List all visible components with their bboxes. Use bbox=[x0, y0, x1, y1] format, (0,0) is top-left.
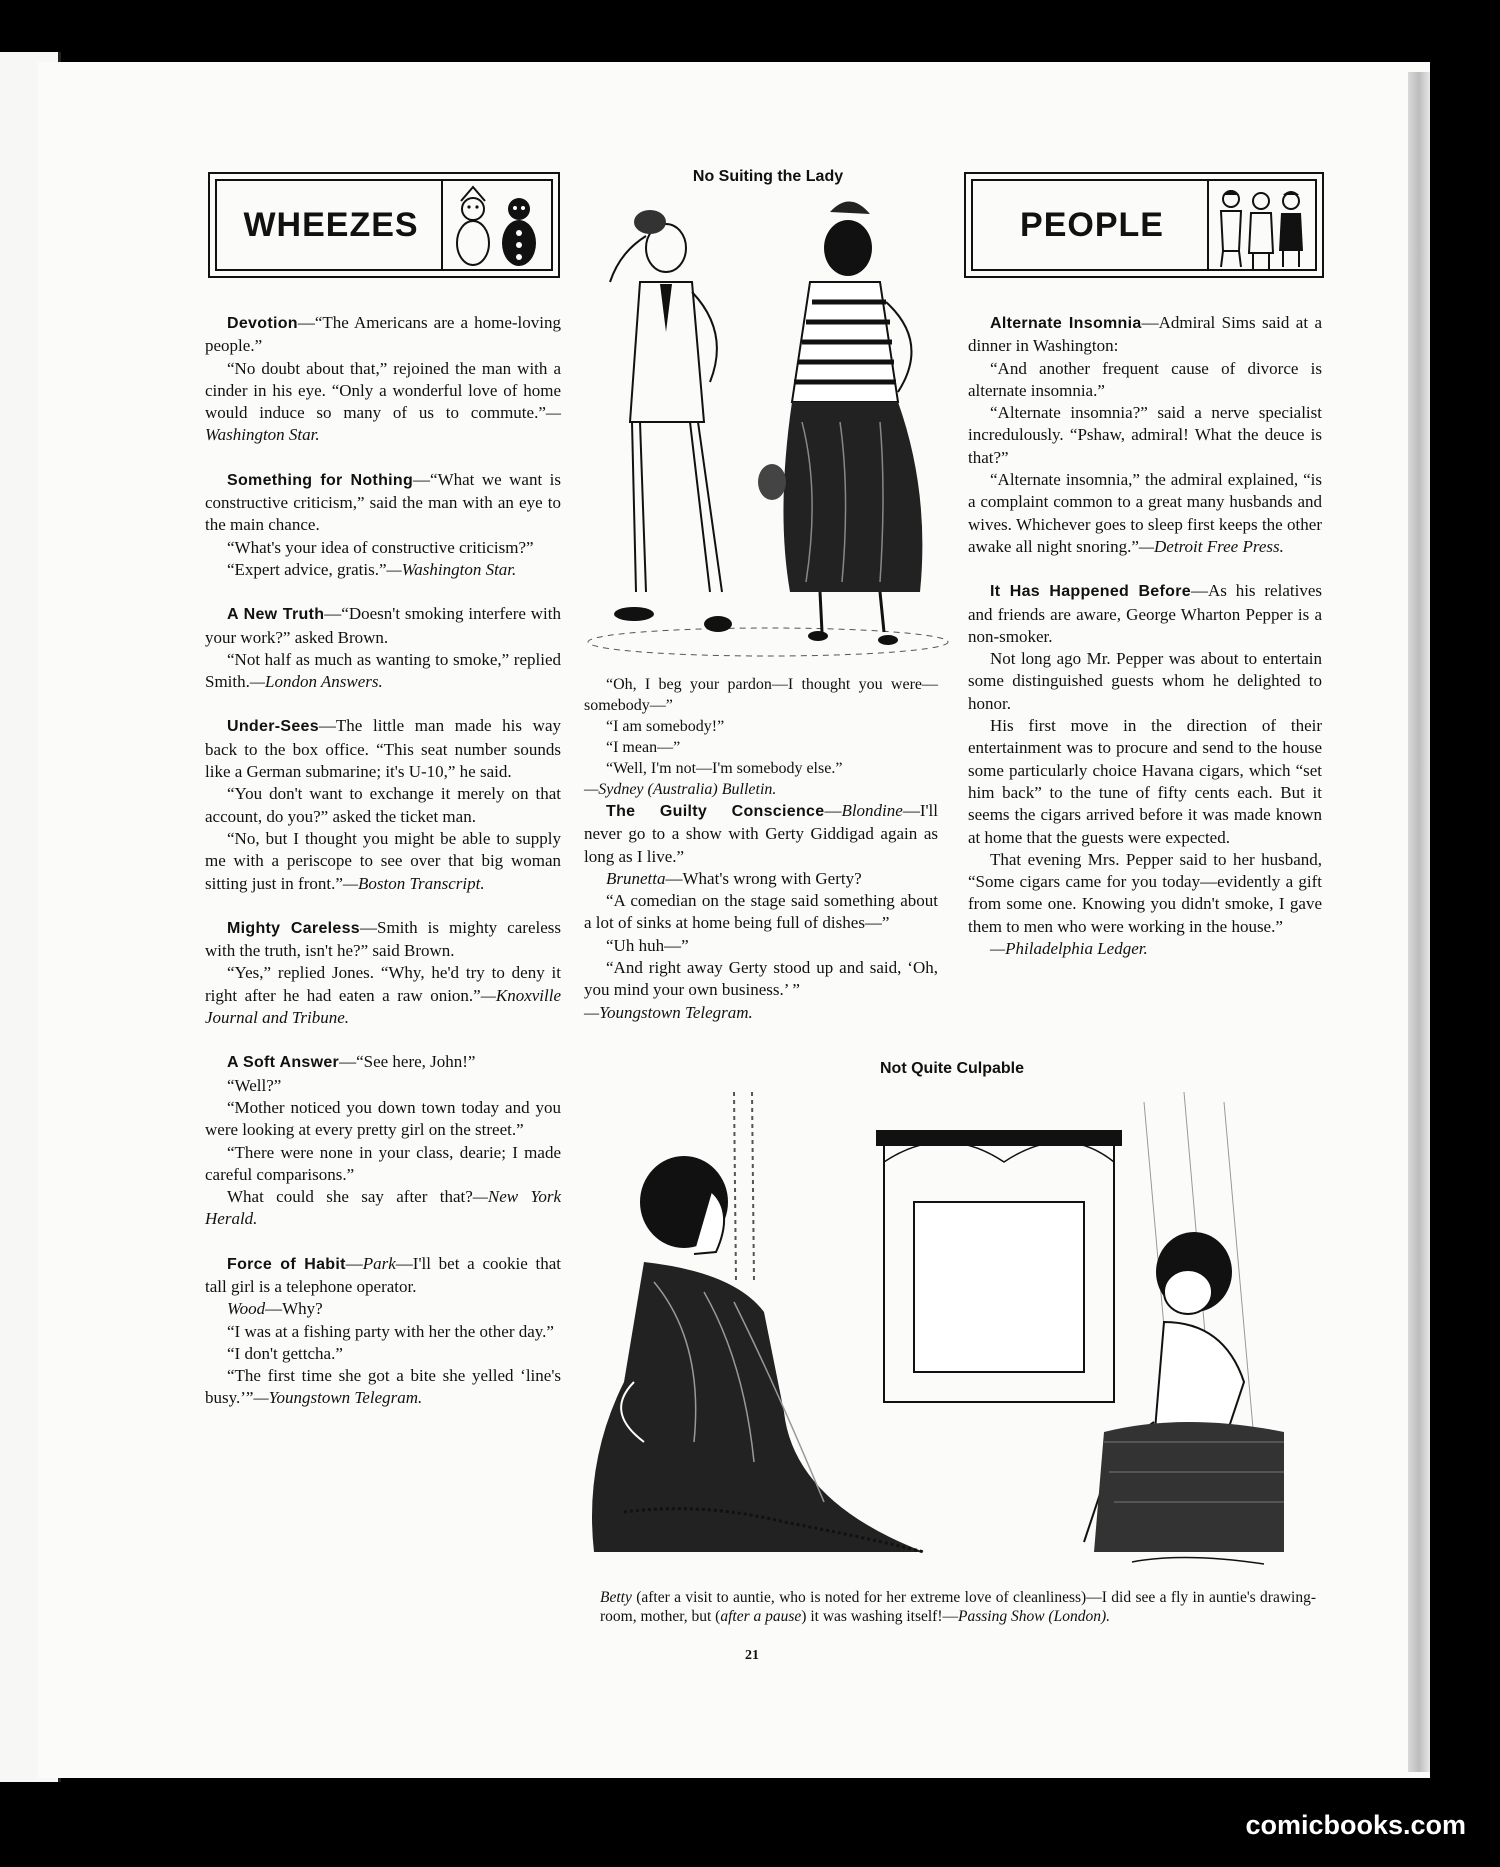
speaker-name: Blondine bbox=[841, 801, 903, 820]
joke-text: —The little man made his way back to the box office. “This seat number sounds like a German submarine; it's U-10,” he said. bbox=[205, 716, 561, 782]
joke-text: “You don't want to exchange it merely on that account, do you?” asked the ticket man. bbox=[205, 784, 561, 826]
joke-source: —London Answers. bbox=[249, 672, 383, 692]
people-header-frame bbox=[971, 179, 1317, 271]
caption-source: Passing Show (London). bbox=[958, 1608, 1110, 1625]
joke-under-sees bbox=[205, 715, 561, 894]
joke-heading: Devotion bbox=[227, 315, 298, 332]
wheezes-title: WHEEZES bbox=[243, 205, 419, 244]
joke-text: “No doubt about that,” rejoined the man with a cinder in his eye. “Only a wonderful love of home would induce so many of us to commute.” bbox=[205, 358, 561, 423]
joke-source: —Philadelphia Ledger. bbox=[990, 939, 1148, 959]
speaker-name: Brunetta bbox=[606, 868, 666, 888]
top-cartoon-caption bbox=[584, 674, 938, 800]
joke-source: —New York Herald. bbox=[205, 1187, 561, 1229]
joke-text: “Mother noticed you down town today and you were looking at every pretty girl on the street.” bbox=[205, 1097, 561, 1140]
joke-devotion bbox=[205, 312, 561, 447]
joke-text: “I was at a fishing party with her the other day.” bbox=[227, 1321, 554, 1341]
joke-source: —Youngstown Telegram. bbox=[584, 1002, 753, 1022]
caption-name: Betty bbox=[600, 1589, 632, 1606]
joke-text: What could she say after that? bbox=[227, 1187, 473, 1207]
joke-text: “Uh huh—” bbox=[606, 935, 689, 955]
joke-it-has-happened-before bbox=[968, 580, 1322, 960]
bottom-cartoon-caption bbox=[600, 1588, 1316, 1626]
joke-text: “Alternate insomnia,” the admiral explained, “is a complaint common to a great many husbands and wives. Whichever goes to sleep first keeps the other awake all night snoring.” bbox=[968, 470, 1322, 556]
people-header bbox=[964, 172, 1324, 278]
wheezes-column bbox=[205, 312, 561, 1432]
caption-line: “Well, I'm not—I'm somebody else.” bbox=[606, 760, 843, 777]
caption-line: “I am somebody!” bbox=[606, 718, 725, 735]
joke-heading: The Guilty Conscience bbox=[606, 803, 825, 820]
caption-line: “Oh, I beg your pardon—I thought you were—somebody—” bbox=[584, 676, 938, 714]
joke-source: —Knoxville Journal and Tribune. bbox=[205, 985, 561, 1028]
caption-source: —Sydney (Australia) Bulletin. bbox=[584, 781, 777, 798]
joke-text: “Not half as much as wanting to smoke,” replied Smith. bbox=[205, 649, 561, 692]
speaker-name: Wood bbox=[227, 1299, 266, 1319]
joke-new-truth bbox=[205, 603, 561, 693]
joke-text: “Yes,” replied Jones. “Why, he'd try to deny it right after he had eaten a raw onion.” bbox=[205, 963, 561, 1005]
joke-text: “And right away Gerty stood up and said, ‘Oh, you mind your own business.’ ” bbox=[584, 958, 938, 1000]
joke-something-for-nothing bbox=[205, 469, 561, 581]
joke-text: That evening Mrs. Pepper said to her husband, “Some cigars came for you today—evidently a gift from some one. Knowing you didn't smoke, I gave them to men who were working in the house.” bbox=[968, 849, 1322, 936]
joke-alternate-insomnia bbox=[968, 312, 1322, 558]
joke-heading: Mighty Careless bbox=[227, 919, 360, 937]
people-column bbox=[968, 312, 1322, 982]
joke-text: “The first time she got a bite she yelled ‘line's busy.’” bbox=[205, 1366, 561, 1408]
joke-heading: A New Truth bbox=[227, 606, 325, 624]
joke-text: —As his relatives and friends are aware, George Wharton Pepper is a non-smoker. bbox=[968, 581, 1322, 646]
joke-heading: Under-Sees bbox=[227, 718, 319, 736]
caption-text: ) it was washing itself!— bbox=[801, 1608, 958, 1625]
joke-text: —I'll bet a cookie that tall girl is a telephone operator. bbox=[205, 1253, 561, 1296]
joke-heading: It Has Happened Before bbox=[990, 583, 1191, 601]
joke-source: —Washington Star. bbox=[386, 559, 517, 579]
joke-text: —Admiral Sims said at a dinner in Washington: bbox=[968, 313, 1322, 356]
joke-mighty-careless bbox=[205, 917, 561, 1029]
joke-text: Not long ago Mr. Pepper was about to entertain some distinguished guests whom he delighted to honor. bbox=[968, 649, 1322, 713]
joke-text: “Alternate insomnia?” said a nerve specialist incredulously. “Pshaw, admiral! What the deuce is that?” bbox=[968, 403, 1322, 467]
joke-force-of-habit bbox=[205, 1253, 561, 1410]
guilty-conscience-joke bbox=[584, 800, 938, 1024]
joke-heading: A Soft Answer bbox=[227, 1054, 340, 1072]
speaker-name: Park bbox=[362, 1253, 396, 1273]
watermark: comicbooks.com bbox=[1245, 1810, 1466, 1840]
joke-text: — bbox=[824, 801, 842, 820]
caption-aside: after a pause bbox=[720, 1608, 802, 1625]
joke-heading: Alternate Insomnia bbox=[990, 315, 1142, 332]
right-binding bbox=[1408, 72, 1430, 1772]
joke-text: —Smith is mighty careless with the truth, isn't he?” said Brown. bbox=[205, 917, 561, 961]
wheezes-header bbox=[208, 172, 560, 278]
joke-text: —“Doesn't smoking interfere with your work?” asked Brown. bbox=[205, 604, 561, 647]
joke-text: —What's wrong with Gerty? bbox=[665, 868, 862, 888]
people-title: PEOPLE bbox=[1020, 205, 1164, 244]
top-cartoon-title: No Suiting the Lady bbox=[692, 168, 844, 185]
bottom-cartoon-title: Not Quite Culpable bbox=[880, 1060, 1024, 1077]
joke-text: “And another frequent cause of divorce is alternate insomnia.” bbox=[968, 358, 1322, 400]
joke-text: “No, but I thought you might be able to supply me with a periscope to see over that big woman sitting just in front.” bbox=[205, 828, 561, 893]
joke-text: “A comedian on the stage said something about a lot of sinks at home being full of dishes—” bbox=[584, 891, 938, 933]
caption-line: “I mean—” bbox=[606, 739, 681, 756]
clown-figures-illustration bbox=[441, 181, 551, 269]
joke-heading: Force of Habit bbox=[227, 1255, 346, 1273]
joke-text: “I don't gettcha.” bbox=[227, 1343, 343, 1363]
joke-heading: Something for Nothing bbox=[227, 471, 414, 489]
joke-text: —“What we want is constructive criticism,” said the man with an eye to the main chance. bbox=[205, 469, 561, 535]
joke-soft-answer bbox=[205, 1051, 561, 1230]
people-figures-illustration bbox=[1207, 181, 1315, 269]
joke-source: —Washington Star. bbox=[205, 403, 561, 445]
joke-source: —Detroit Free Press. bbox=[1138, 536, 1284, 556]
joke-text: —“See here, John!” bbox=[339, 1052, 476, 1072]
joke-source: —Youngstown Telegram. bbox=[253, 1388, 423, 1408]
joke-text: “Expert advice, gratis.” bbox=[227, 559, 387, 579]
joke-text: —Why? bbox=[265, 1299, 323, 1319]
joke-text: — bbox=[345, 1253, 363, 1273]
page-number: 21 bbox=[745, 1648, 759, 1663]
joke-text: —I'll never go to a show with Gerty Giddigad again as long as I live.” bbox=[584, 801, 938, 866]
caption-text: (after a visit to auntie, who is noted for her extreme love of cleanliness)—I did see a fly in auntie's drawing-room, mother, but ( bbox=[600, 1589, 1316, 1625]
wheezes-header-frame bbox=[215, 179, 553, 271]
joke-text: His first move in the direction of their entertainment was to procure and send to the house some particularly choice Havana cigars, which “set him back” to the tune of fifty cents each. But it seems the cigars arrived before it was made known at home that the guests were expected. bbox=[968, 716, 1322, 847]
joke-source: —Boston Transcript. bbox=[342, 873, 485, 893]
joke-text: “There were none in your class, dearie; I made careful comparisons.” bbox=[205, 1142, 561, 1184]
joke-text: —“The Americans are a home-loving people.” bbox=[205, 313, 561, 356]
joke-text: “Well?” bbox=[227, 1075, 282, 1095]
bottom-cartoon-illustration bbox=[584, 1082, 1320, 1582]
top-cartoon-illustration bbox=[580, 192, 956, 662]
joke-text: “What's your idea of constructive criticism?” bbox=[227, 537, 534, 557]
